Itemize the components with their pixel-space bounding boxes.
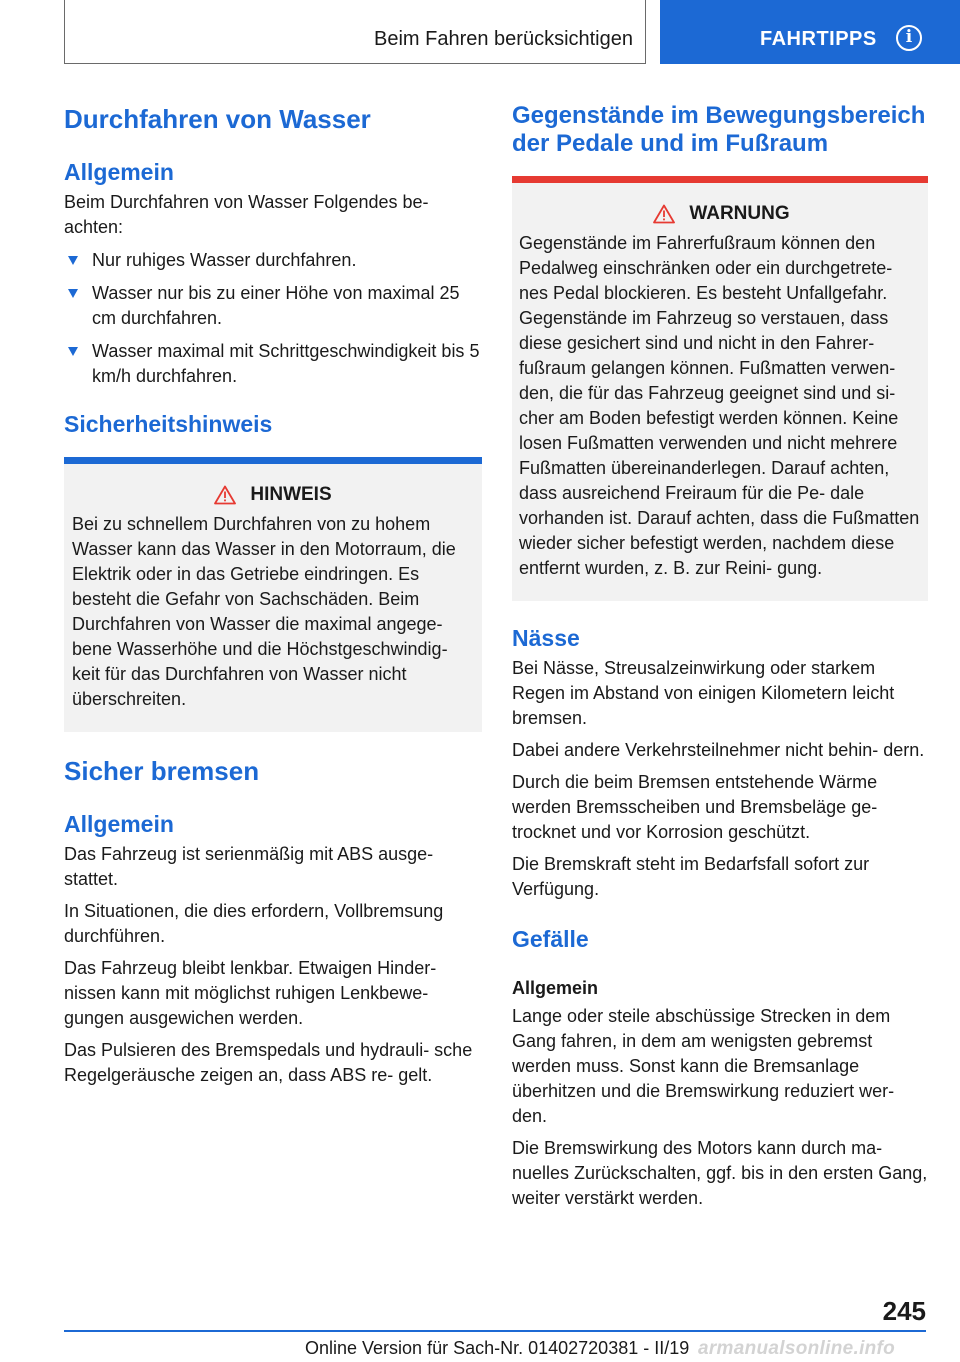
list-item: Wasser maximal mit Schrittgeschwindigkeit bis 5 km/h durchfahren. [64,339,482,389]
water-general-heading: Allgemein [64,159,174,185]
slope-heading: Gefälle [512,926,589,952]
safety-heading: Sicherheitshinweis [64,411,273,437]
wet-paragraph: Bei Nässe, Streusalzeinwirkung oder starkem Regen im Abstand von einigen Kilometern leicht bremsen. [512,658,895,728]
slope-general-heading: Allgemein [512,978,599,998]
warning-text: Gegenstände im Fahrerfußraum können den Pedalweg einschränken oder ein durchgetrete- nes Pedal blockieren. Es besteht Unfallgefahr. Gegenstände im Fahrzeug so verstauen, dass diese gesichert sind und nicht in den Fahrer- fußraum gelangen können. Fußmatten verwen- den, die für das Fahrzeug geeignet sind und si- cher am Boden befestigt werden können. Keine losen Fußmatten verwenden und nicht mehrere Fußmatten übereinanderlegen. Darauf achten, dass ausreichend Freiraum für die Pe- dale vorhanden ist. Darauf achten, dass die Fußmatten wieder sicher befestigt werden, nachdem diese entfernt wurden, z. B. zur Reini- gung. [519,233,920,578]
chapter-tab [660,0,960,64]
list-item: Wasser nur bis zu einer Höhe von maximal 25 cm durchfahren. [64,281,482,331]
brake-general-heading: Allgemein [64,811,174,837]
notice-title: HINWEIS [72,482,474,508]
slope-paragraph: Die Bremswirkung des Motors kann durch ma- nuelles Zurückschalten, ggf. bis in den ersten Gang, weiter verstärkt werden. [512,1138,928,1208]
header-section-box [64,0,646,64]
warning-triangle-icon [214,485,236,505]
water-title: Durchfahren von Wasser [64,104,371,134]
online-version-text: Online Version für Sach-Nr. 01402720381 - II/19 [305,1338,690,1358]
notice-text: Bei zu schnellem Durchfahren von zu hohem Wasser kann das Wasser in den Motorraum, die Elektrik oder in das Getriebe eindringen. Es besteht die Gefahr von Sachschäden. Beim Durchfahren von Wasser die maximal angege- bene Wasserhöhe und die Höchstgeschwindig- keit für das Durchfahren von Wasser nicht überschreiten. [72,514,456,709]
footer-divider [64,1330,926,1332]
notice-bar [64,457,482,464]
wet-paragraph: Dabei andere Verkehrsteilnehmer nicht behin- dern. [512,740,925,760]
brake-title: Sicher bremsen [64,756,260,786]
warning-bar [512,176,928,183]
water-intro: Beim Durchfahren von Wasser Folgendes be- achten: [64,192,429,237]
right-column [512,96,928,1211]
warning-title: WARNUNG [519,201,924,227]
slope-paragraph: Lange oder steile abschüssige Strecken in dem Gang fahren, in dem am wenigsten gebremst werden muss. Sonst kann die Bremsanlage überhitzen und die Bremswirkung reduziert wer- den. [512,1006,895,1126]
notice-box [64,457,482,732]
brake-paragraph: Das Fahrzeug bleibt lenkbar. Etwaigen Hinder- nissen kann mit möglichst ruhigen Lenkbewe- gungen ausgewichen werden. [64,958,437,1028]
wet-heading: Nässe [512,625,580,651]
list-item: Nur ruhiges Wasser durchfahren. [64,248,482,273]
brake-paragraph: Das Fahrzeug ist serienmäßig mit ABS ausge- stattet. [64,844,434,889]
page-header [0,0,960,66]
brake-paragraph: In Situationen, die dies erfordern, Vollbremsung durchführen. [64,901,444,946]
warning-box [512,176,928,601]
pedal-title: Gegenstände im Bewegungsbereich der Pedale und im Fußraum [512,102,926,157]
bullet-triangle-icon [68,256,78,265]
water-bullet-list [64,248,482,389]
bullet-triangle-icon [68,347,78,356]
chapter-title: FAHRTIPPS [760,28,877,50]
wet-paragraph: Die Bremskraft steht im Bedarfsfall sofort zur Verfügung. [512,854,870,899]
brake-paragraph: Das Pulsieren des Bremspedals und hydrauli- sche Regelgeräusche zeigen an, dass ABS re- gelt. [64,1040,473,1085]
left-column [64,96,482,1088]
info-icon: i [896,25,922,51]
warning-triangle-icon [653,204,675,224]
section-title: Beim Fahren berücksichtigen [373,28,633,50]
watermark: armanualsonline.info [698,1338,896,1359]
page-number: 245 [882,1296,926,1326]
bullet-triangle-icon [68,289,78,298]
wet-paragraph: Durch die beim Bremsen entstehende Wärme werden Bremsscheiben und Bremsbeläge ge- trocknet und vor Korrosion geschützt. [512,772,878,842]
